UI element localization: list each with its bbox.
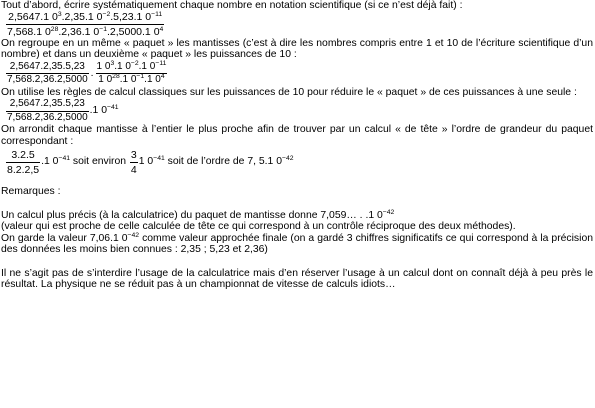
estimate-text-ordre: soit de l’ordre de 7, 5.1 $0^{-42}$	[164, 155, 294, 168]
fraction-denominator: 7,568.1 $0^{28}.2,36.1$ $0^{-1}.2,5000.1$ $0^4$	[7, 26, 164, 38]
remarks-heading: Remarques :	[1, 186, 61, 197]
fraction-mantissas	[6, 62, 89, 86]
equation-scientific-notation	[1, 13, 593, 37]
fraction-powers	[96, 59, 168, 86]
power-of-ten: .1 $0^{-41}$	[89, 104, 119, 117]
equation-grouped	[1, 59, 593, 86]
paragraph-reduce-powers: On utilise les règles de calcul classiques sur les puissances de 10 pour réduire le « paquet » de ces puissances à une seule :	[1, 86, 577, 98]
document	[1, 0, 593, 291]
fraction-rounded	[6, 149, 40, 176]
estimate-text-soit-environ: soit environ	[70, 156, 129, 168]
estimate-power-2: 1 $0^{-41}$	[138, 155, 165, 168]
fraction-three-quarters	[130, 149, 138, 176]
mantissa-denominator: 7,568.2,36.2,5000	[7, 74, 88, 85]
fraction-numerator: 2,5647.1 $0^3.2,35.1$ $0^{-2}.5,23.1$ $0^{-11}$	[6, 11, 164, 25]
equation-estimate	[1, 148, 593, 176]
fraction-full	[6, 11, 164, 38]
paragraph-conclusion: Il ne s’agit pas de s’interdire l’usage de la calculatrice mais d’en réserver l’usage à un calcul dont on connaît déjà à peu près le résultat. La physique ne se réduit pas à un championnat de vitesse de calculs idiots…	[1, 267, 593, 290]
three-quarters-numerator: 3	[130, 148, 137, 161]
powers-numerator: 1 $0^3.1$ $0^{-2}.1$ $0^{-11}$	[96, 62, 168, 75]
paragraph-intro: Tout d’abord, écrire systématiquement chaque nombre en notation scientifique (si ce n’est déjà fait) :	[1, 0, 463, 11]
estimate-power: .1 $0^{-41}$	[41, 155, 70, 168]
multiply-dot: .	[90, 67, 94, 79]
equation-reduced	[1, 99, 593, 123]
remark-precise-calc: Un calcul plus précis (à la calculatrice) du paquet de mantisse donne 7,059… . .1 $0^{-42}$	[1, 208, 395, 221]
reduced-numerator: 2,5647.2,35.5,23	[6, 99, 89, 112]
remark-comparison: (valeur qui est proche de celle calculée de tête ce qui correspond à un contrôle réciproque des deux méthodes).	[1, 221, 516, 232]
paragraph-rounding: On arrondit chaque mantisse à l’entier le plus proche afin de trouver par un calcul « de tête » l’ordre de grandeur du paquet correspondant :	[1, 124, 593, 147]
reduced-denominator: 7,568.2,36.2,5000	[7, 111, 88, 123]
remark-final-value: On garde la valeur 7,06.1 $0^{-42}$ comme valeur approchée finale (on a gardé 3 chiffres significatifs ce qui correspond à la précision des données les moins bien connues : 2,35 ; 5,23 et 2,36)	[1, 231, 593, 255]
paragraph-grouping: On regroupe en un même « paquet » les mantisses (c’est à dire les nombres compris entre 1 et 10 de l’écriture scientifique d’un nombre) et dans un deuxième « paquet » les puissances de 10 :	[1, 37, 593, 60]
powers-denominator: 1 $0^{28}.1$ $0^{-1}.1$ $0^4$	[98, 73, 165, 85]
mantissa-numerator: 2,5647.2,35.5,23	[6, 62, 89, 75]
rounded-denominator: 8.2.2,5	[7, 163, 40, 176]
three-quarters-denominator: 4	[130, 163, 137, 176]
rounded-numerator: 3.2.5	[6, 149, 40, 163]
fraction-mantissas-reduced	[6, 99, 89, 123]
